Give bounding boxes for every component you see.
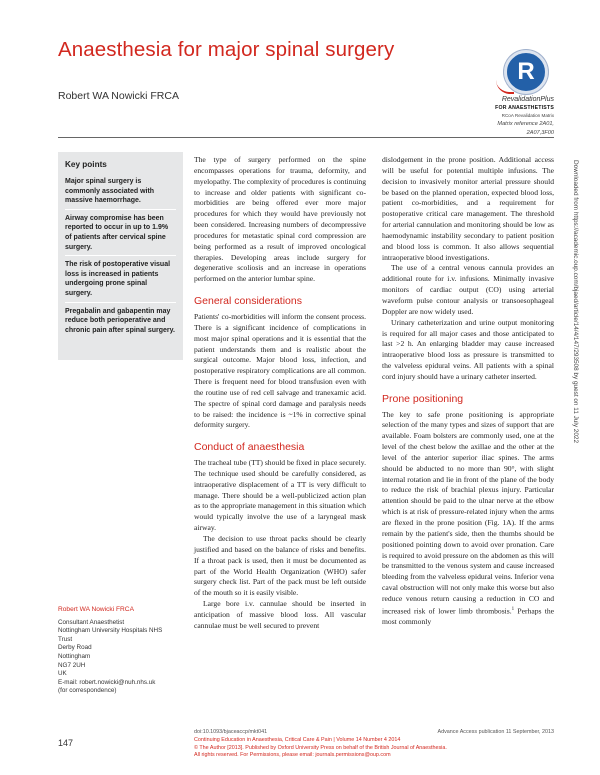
section-heading-conduct: Conduct of anaesthesia [194,441,305,454]
page-number: 147 [58,738,74,748]
affiliation-line: Consultant Anaesthetist [58,618,125,626]
brand-subtitle: FOR ANAESTHETISTS [495,105,554,111]
author-affiliation [58,606,183,696]
body-column-left [194,155,366,632]
brand-matrix-label: RCoA Revalidation Matrix [501,113,554,118]
affiliation-line: Trust [58,635,73,643]
key-point: The risk of postoperative visual loss is increased in patients undergoing prone spinal surgery. [65,256,176,302]
body-column-right [382,155,554,628]
key-point: Airway compromise has been reported to occur in up to 1.9% of patients after cervical spine surgery. [65,210,176,256]
badge-letter: R [517,58,535,85]
footer-journal: Continuing Education in Anaesthesia, Critical Care & Pain | Volume 14 Number 4 2014 [194,736,401,743]
author-name: Robert WA Nowicki FRCA [58,90,179,102]
affiliation-author-name: Robert WA Nowicki FRCA [58,606,134,613]
footer-doi[interactable]: doi:10.1093/bjaceaccp/mkt041 [194,729,268,735]
affiliation-line: Nottingham [58,652,91,660]
citation-reference[interactable]: 1 [511,606,515,612]
general-paragraph: Patients' co-morbidities will inform the consent process. There is a significant incidence of complications in most major spinal operations and it is essential that the patient understands them and is realistic about the surgical outcome. Major blood loss, infection, and postoperative respiratory complications are all common. There is frequent need for blood transfusion even with the routine use of red cell salvage and tranexamic acid. The spectre of spinal cord damage and paralysis needs to be raised: the incidence is ~1% in corrective spinal deformity surgery. [194,311,366,430]
key-point: Major spinal surgery is commonly associated with massive haemorrhage. [65,173,176,210]
matrix-reference: Matrix reference 2A01, [497,121,554,127]
monitoring-paragraph: dislodgement in the prone position. Additional access will be useful for potential multiple infusions. The decision to invasively monitor arterial pressure should be based on the planned operation, expected blood loss, patient co-morbidities, and a requirement for postoperative critical care management. The threshold for arterial cannulation and monitoring should be low as haemodynamic instability secondary to patient position and blood loss is common. It also allows sequential intraoperative blood investigations. [382,155,554,262]
conduct-paragraph: The tracheal tube (TT) should be fixed in place securely. The technique used should be carefully considered, as intraoperative displacement of a TT is very difficult to manage. There should be a well-publicized action plan as to the appropriate management in this situation which would typically involve the use of a laryngeal mask airway. [194,458,366,533]
article-title: Anaesthesia for major spinal surgery [58,38,395,61]
conduct-paragraph: Large bore i.v. cannulae should be inserted in anticipation of massive blood loss. All vascular cannulae must be well secured to prevent [194,599,366,630]
page-footer [194,729,554,760]
revalidation-badge-icon [504,50,548,94]
footer-copyright: © The Author [2013]. Published by Oxford University Press on behalf of the British Journal of Anaesthesia. [194,744,447,751]
monitoring-paragraph: The use of a central venous cannula provides an additional route for i.v. infusions. Minimally invasive monitors of cardiac output (CO) using arterial waveform pulse contour analysis or transoesophageal Doppler are now widely used. [382,263,554,316]
download-watermark [573,160,585,580]
footer-advance-access: Advance Access publication 11 September, 2013 [437,729,554,735]
section-heading-prone: Prone positioning [382,392,464,405]
key-points-box [58,152,183,360]
prone-text: The key to safe prone positioning is appropriate selection of the many types and sizes of support that are available. Foam bolsters are commonly used, one at the level of the chest below the axillae and the other at the level of the anterior superior iliac spines. The arms should be abducted to no more than 90°, with slight internal rotation and lie in front of the plane of the body to reduce the risk of brachial plexus injury. Particular attention should be paid to the ulnar nerve at the elbow which is at risk of pressure-related injury when the arms are flexed in the prone position (Fig. 1A). If the arms remain by the patient's side, then the thumbs should be positioned pointing down to avoid over pronation. Care is required to avoid pressure on the abdomen as this will be transmitted to the venous system and cause increased bleeding from the valveless epidural veins. Inferior vena caval obstruction will not only make this worse but also reduce venous return causing a reduction in CO and increased risk of lower limb thrombosis. [382,409,554,616]
matrix-reference-codes: 2A07,3F00 [526,129,554,136]
affiliation-line: Derby Road [58,644,92,652]
download-watermark-text: Downloaded from https://academic.oup.com/bjaed/article/14/4/147/293508 by guest on 11 July 2022 [572,160,579,444]
affiliation-line: Nottingham University Hospitals NHS [58,627,163,635]
monitoring-paragraph: Urinary catheterization and urine output monitoring is required for all major cases and those anticipated to last >2 h. An enlarging bladder may cause increased intraoperative blood loss as pressure is transmitted to the valveless epidural veins. All patients with a spinal cord injury should have a urinary catheter inserted. [382,317,554,381]
header-divider [58,137,554,138]
intro-paragraph: The type of surgery performed on the spine encompasses operations for trauma, deformity, and myelopathy. The complexity of procedures is continuing to increase and older patients with significant co-morbidities are being offered ever more major procedures for which they would have previously not been considered. Increasing numbers of decompressive procedures for metastatic spinal cord compression are being performed as a result of improved oncological therapies. Developing areas include surgery for degenerative scoliosis and an increase in operations performed on the anterior lumbar spine. [194,155,366,284]
key-point: Pregabalin and gabapentin may reduce both perioperative and chronic pain after spinal surgery. [65,307,175,334]
affiliation-email[interactable]: E-mail: robert.nowicki@nuh.nhs.uk [58,678,156,686]
revalidation-brand [495,96,554,137]
brand-name: RevalidationPlus [501,96,554,103]
affiliation-line: (for correspondence) [58,687,117,695]
footer-rights: All rights reserved. For Permissions, please email: journals.permissions@oup.com [194,752,391,759]
key-points-title: Key points [65,160,107,169]
section-heading-general: General considerations [194,295,302,308]
affiliation-line: NG7 2UH [58,661,86,669]
prone-paragraph [382,410,554,628]
conduct-paragraph: The decision to use throat packs should be clearly justified and based on the balance of risks and benefits. If a throat pack is used, then it must be documented as part of the World Health Organization (WHO) safer surgery check list. Part of the pack must be left outside of the mouth so it is easily visible. [194,534,366,598]
affiliation-line: UK [58,670,67,678]
prone-text-end: Perhaps the most commonly [382,606,554,627]
